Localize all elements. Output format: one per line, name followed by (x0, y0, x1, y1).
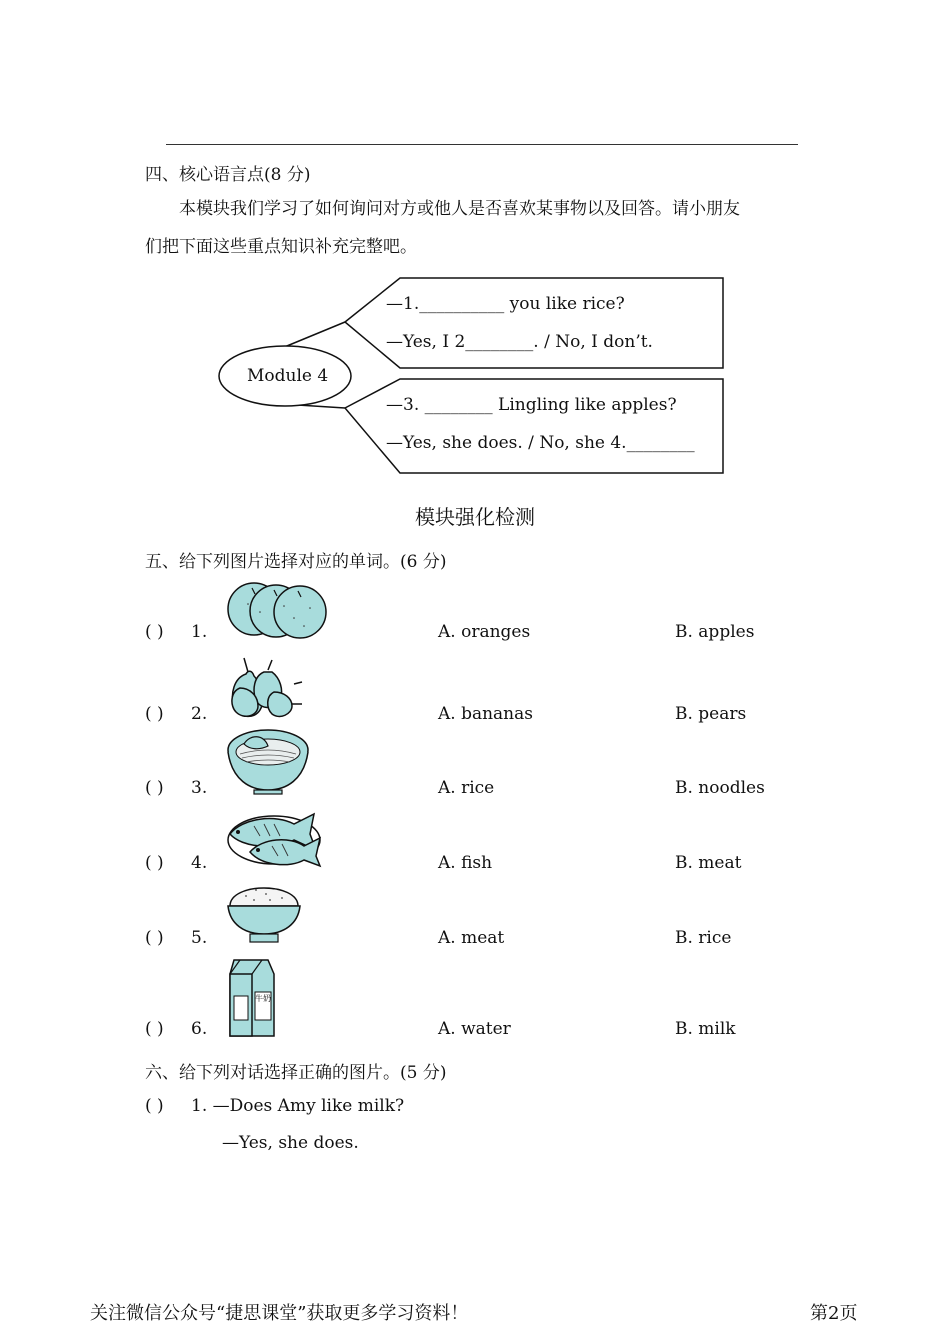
question-number: 5. (191, 928, 208, 948)
section4-intro-line1: 本模块我们学习了如何询问对方或他人是否喜欢某事物以及回答。请小朋友 (179, 199, 740, 219)
option-a[interactable]: A. fish (438, 853, 493, 873)
page-number: 第2页 (810, 1303, 858, 1324)
option-b[interactable]: B. apples (675, 622, 755, 642)
rice-picture (224, 876, 304, 946)
answer-blank[interactable]: ( ) (145, 853, 164, 873)
section5-heading: 五、给下列图片选择对应的单词。(6 分) (145, 552, 447, 572)
option-a[interactable]: A. oranges (438, 622, 531, 642)
section6-q1-line1: 1. —Does Amy like milk? (191, 1096, 405, 1116)
top-box-line2: —Yes, I 2________. / No, I don’t. (386, 332, 653, 352)
section6-heading: 六、给下列对话选择正确的图片。(5 分) (145, 1063, 447, 1083)
milk-carton-label: 牛奶 (255, 994, 271, 1003)
option-b[interactable]: B. rice (675, 928, 732, 948)
top-divider (166, 144, 798, 145)
fish-picture (224, 800, 324, 868)
answer-blank[interactable]: ( ) (145, 928, 164, 948)
module-label: Module 4 (247, 366, 329, 386)
option-a[interactable]: A. bananas (438, 704, 533, 724)
option-b[interactable]: B. milk (675, 1019, 736, 1039)
answer-blank[interactable]: ( ) (145, 622, 164, 642)
top-callout-box (345, 278, 723, 368)
milk-picture (224, 956, 280, 1038)
answer-blank[interactable]: ( ) (145, 704, 164, 724)
bottom-box-line2: —Yes, she does. / No, she 4.________ (386, 433, 695, 453)
option-b[interactable]: B. meat (675, 853, 742, 873)
bottom-box-line1: —3. ________ Lingling like apples? (386, 395, 677, 415)
top-box-line1: —1.__________ you like rice? (386, 294, 625, 314)
option-b[interactable]: B. noodles (675, 778, 765, 798)
section6-q1-line2: —Yes, she does. (222, 1133, 359, 1153)
question-number: 6. (191, 1019, 208, 1039)
option-a[interactable]: A. rice (438, 778, 495, 798)
noodles-picture (224, 724, 312, 796)
option-a[interactable]: A. water (438, 1019, 511, 1039)
module-diagram (210, 272, 730, 484)
footer-note: 关注微信公众号“捷思课堂”获取更多学习资料！ (90, 1303, 469, 1324)
section4-heading: 四、核心语言点(8 分) (145, 165, 311, 185)
option-b[interactable]: B. pears (675, 704, 747, 724)
option-a[interactable]: A. meat (438, 928, 505, 948)
question-number: 2. (191, 704, 208, 724)
question-number: 1. (191, 622, 208, 642)
oranges-picture (224, 582, 334, 640)
connector-top (282, 322, 345, 348)
section4-intro-line2: 们把下面这些重点知识补充完整吧。 (145, 237, 417, 257)
answer-blank[interactable]: ( ) (145, 1019, 164, 1039)
bottom-callout-box (345, 379, 723, 473)
answer-blank[interactable]: ( ) (145, 1096, 164, 1116)
module-test-title: 模块强化检测 (415, 505, 535, 529)
pears-picture (224, 654, 304, 722)
question-number: 3. (191, 778, 208, 798)
question-number: 4. (191, 853, 208, 873)
answer-blank[interactable]: ( ) (145, 778, 164, 798)
